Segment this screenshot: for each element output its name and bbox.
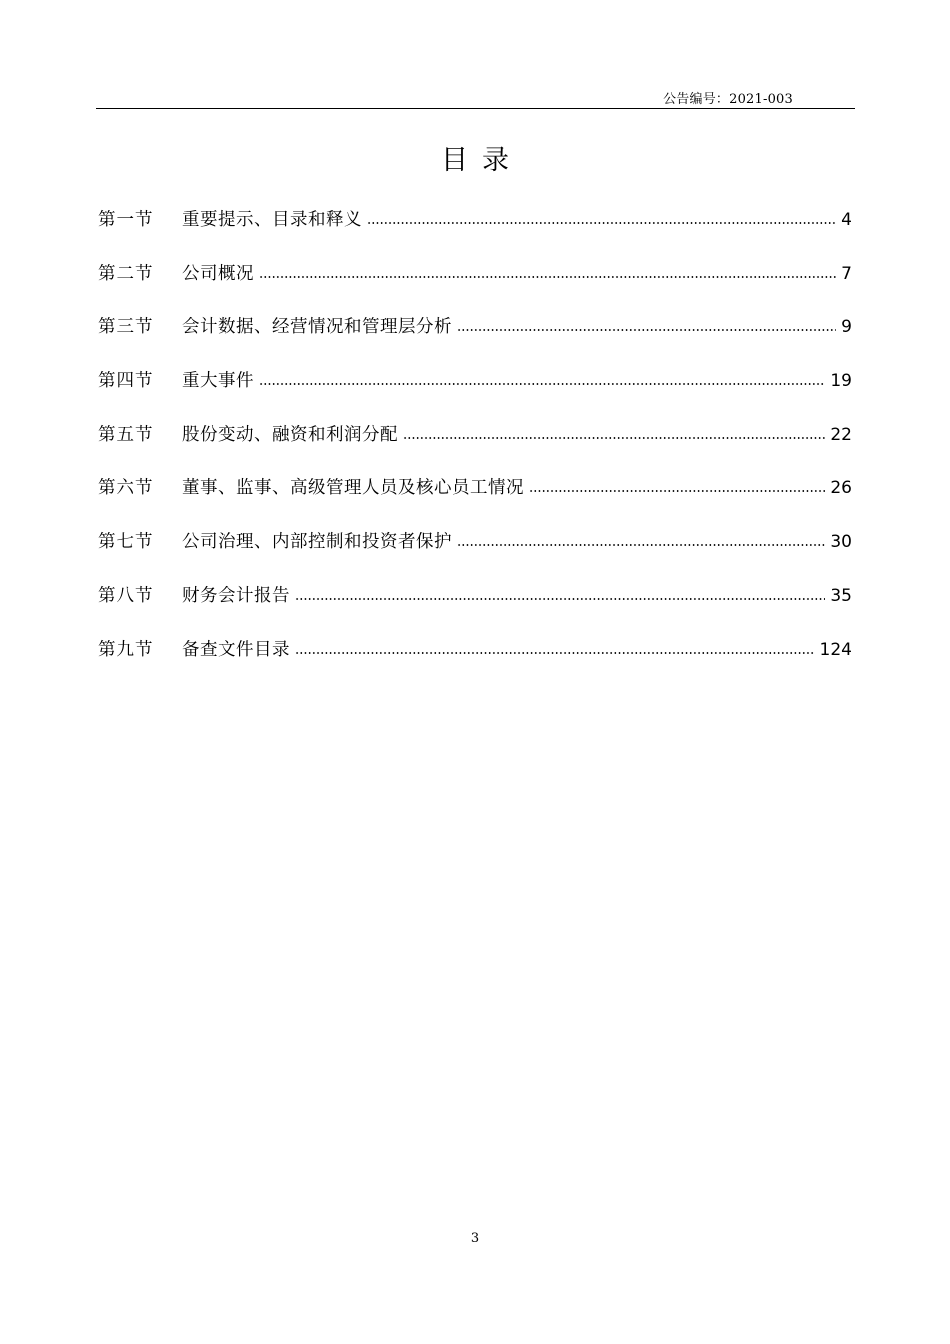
toc-section-title: 财务会计报告 [182, 585, 290, 606]
toc-entry[interactable] [98, 206, 852, 260]
toc-section-number: 第九节 [98, 639, 154, 660]
toc-section-title: 重要提示、目录和释义 [182, 210, 362, 230]
toc-page-number: 4 [841, 210, 852, 230]
announcement-code: 公告编号：2021-003 [663, 92, 793, 107]
toc-dot-leader [367, 217, 836, 225]
toc-dot-leader [295, 593, 825, 601]
toc-section-title: 董事、监事、高级管理人员及核心员工情况 [182, 478, 524, 499]
toc-page-number: 7 [841, 263, 852, 284]
toc-title: 目录 [441, 145, 523, 176]
toc-dot-leader [259, 378, 825, 386]
toc-page-number: 9 [841, 317, 852, 338]
toc-dot-leader [295, 647, 815, 655]
toc-section-number: 第七节 [98, 532, 154, 553]
toc-page-number: 22 [830, 424, 852, 445]
toc-entry[interactable] [98, 636, 852, 690]
toc-dot-leader [457, 539, 825, 547]
toc-page-number: 35 [830, 585, 852, 606]
toc-section-title: 公司治理、内部控制和投资者保护 [182, 532, 452, 553]
toc-dot-leader [403, 432, 825, 440]
toc-section-title: 公司概况 [182, 263, 254, 284]
toc-section-number: 第八节 [98, 585, 154, 606]
toc-section-number: 第四节 [98, 371, 154, 392]
toc-section-number: 第三节 [98, 317, 154, 338]
toc-section-title: 备查文件目录 [182, 639, 290, 660]
toc-entry[interactable] [98, 528, 852, 582]
toc-dot-leader [529, 485, 825, 493]
toc-entry[interactable] [98, 313, 852, 367]
toc-dot-leader [457, 324, 836, 332]
toc-page-number: 26 [830, 478, 852, 499]
toc-entry[interactable] [98, 421, 852, 475]
toc-section-number: 第一节 [98, 210, 154, 230]
toc-section-number: 第六节 [98, 478, 154, 499]
table-of-contents [98, 206, 852, 689]
toc-entry[interactable] [98, 367, 852, 421]
toc-dot-leader [259, 271, 836, 279]
toc-entry[interactable] [98, 474, 852, 528]
toc-section-title: 重大事件 [182, 371, 254, 392]
toc-page-number: 124 [819, 639, 852, 660]
toc-page-number: 19 [830, 371, 852, 392]
toc-entry[interactable] [98, 582, 852, 636]
toc-entry[interactable] [98, 260, 852, 314]
toc-section-number: 第二节 [98, 263, 154, 284]
toc-section-title: 股份变动、融资和利润分配 [182, 424, 398, 445]
page-number: 3 [470, 1231, 480, 1246]
toc-section-number: 第五节 [98, 424, 154, 445]
toc-section-title: 会计数据、经营情况和管理层分析 [182, 317, 452, 338]
header-rule [96, 108, 855, 109]
toc-page-number: 30 [830, 532, 852, 553]
